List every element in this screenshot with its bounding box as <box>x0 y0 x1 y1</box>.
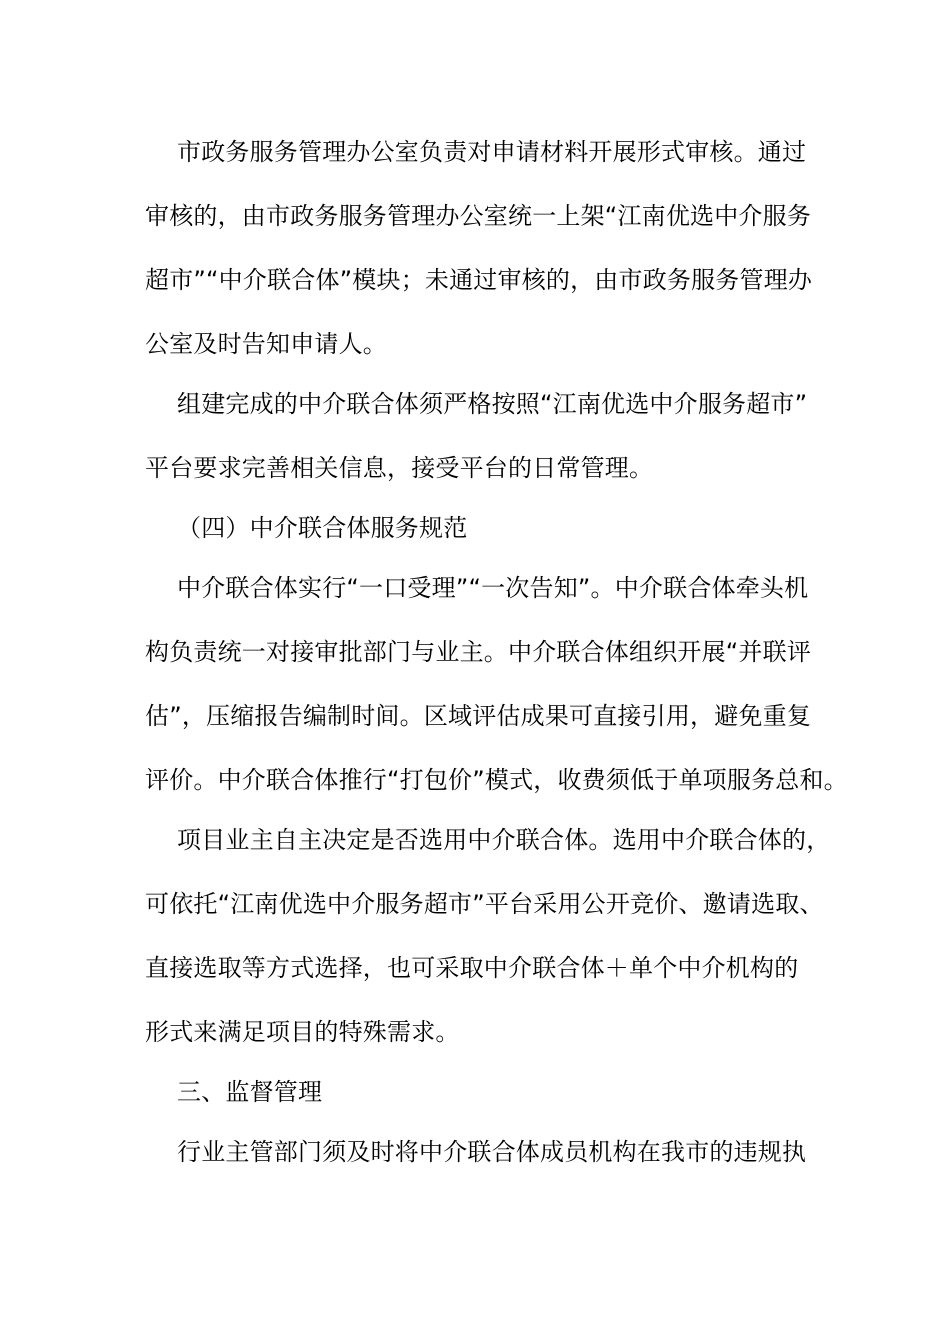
text-line: 评价。中介联合体推行“打包价”模式，收费须低于单项服务总和。 <box>145 766 848 794</box>
text-line: 形式来满足项目的特殊需求。 <box>145 1018 460 1046</box>
text-line: 构负责统一对接审批部门与业主。中介联合体组织开展“并联评 <box>145 638 812 666</box>
text-line: 中介联合体实行“一口受理”“一次告知”。中介联合体牵头机 <box>177 574 809 602</box>
text-line: 可依托“江南优选中介服务超市”平台采用公开竞价、邀请选取、 <box>145 890 824 918</box>
text-line: 组建完成的中介联合体须严格按照“江南优选中介服务超市” <box>177 390 808 418</box>
section-heading <box>145 496 835 560</box>
text-line: （四）中介联合体服务规范 <box>177 514 468 542</box>
text-line: 公室及时告知申请人。 <box>145 330 387 358</box>
text-line: 行业主管部门须及时将中介联合体成员机构在我市的违规执 <box>177 1138 807 1166</box>
text-line: 审核的，由市政务服务管理办公室统一上架“江南优选中介服务 <box>145 202 812 230</box>
paragraph <box>145 120 835 376</box>
text-line: 平台要求完善相关信息，接受平台的日常管理。 <box>145 454 654 482</box>
paragraph <box>145 556 848 812</box>
paragraph <box>145 808 835 1064</box>
paragraph <box>145 372 835 500</box>
section-heading <box>145 1060 835 1124</box>
paragraph <box>145 1120 835 1184</box>
document-page <box>145 120 848 1180</box>
text-line: 三、监督管理 <box>177 1078 323 1106</box>
text-line: 市政务服务管理办公室负责对申请材料开展形式审核。通过 <box>177 138 807 166</box>
text-line: 项目业主自主决定是否选用中介联合体。选用中介联合体的， <box>177 826 831 854</box>
text-line: 直接选取等方式选择，也可采取中介联合体＋单个中介机构的 <box>145 954 799 982</box>
text-line: 超市”“中介联合体”模块；未通过审核的，由市政务服务管理办 <box>145 266 813 294</box>
text-line: 估”，压缩报告编制时间。区域评估成果可直接引用，避免重复 <box>145 702 812 730</box>
